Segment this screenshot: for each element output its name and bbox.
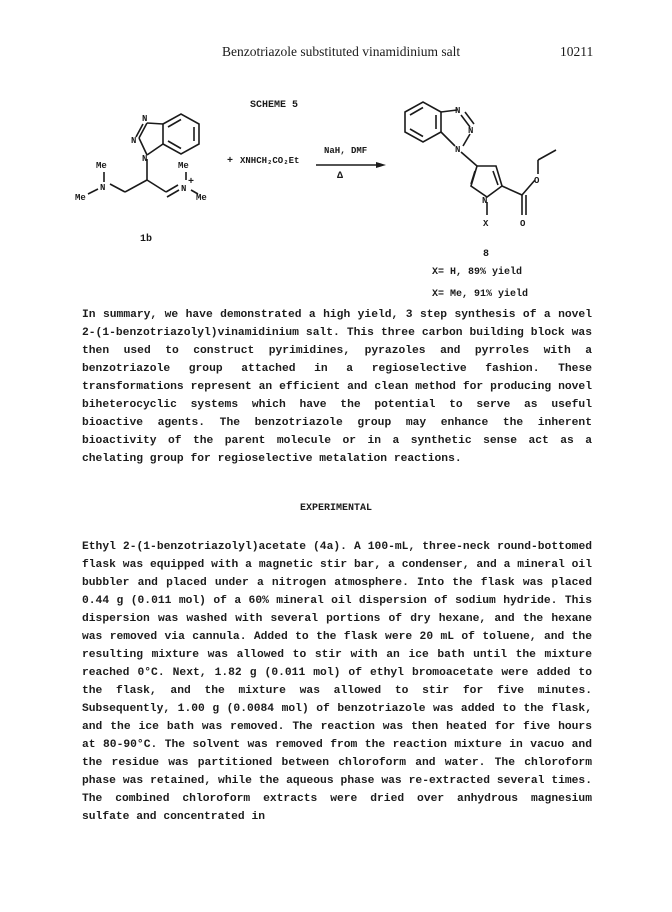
running-title: Benzotriazole substituted vinamidinium salt <box>222 44 461 59</box>
atom-me-right-bottom: Me <box>196 193 207 203</box>
atom-n-right-top: N <box>455 106 461 116</box>
experimental-text: A 100-mL, three-neck round-bottomed flask was equipped with a magnetic stir bar, a condenser, and a mineral oil bubbler and placed under a nitrogen atmosphere. Into the flask was placed 0.44 g (0.011 mol) of a 60% mineral oil dispersion of sodium hydride. This dispersion was washed with several portions of dry hexane, and the hexane was removed via cannula. Added to the flask were 20 mL of toluene, and the resulting mixture was allowed to stir with an ice bath until the mixture reached 0°C. Next, 1.82 g (0.011 mol) of ethyl bromoacetate were added to the flask, and the mixture was allowed to stir for five minutes. Subsequently, 1.00 g (0.0084 mol) of benzotriazole was added to the flask, and the ice bath was removed. The reaction was then heated for five hours at 80-90°C. The solvent was removed from the reaction mixture in vacuo and the residue was partitioned between chloroform and water. The chloroform phase was retained, while the aqueous phase was re-extracted several times. The combined chloroform extracts were dried over anhydrous magnesium sulfate and concentrated in <box>82 541 592 823</box>
compound-title: Ethyl 2-(1-benzotriazolyl)acetate (4a). <box>82 541 347 553</box>
compound-8-structure <box>405 102 556 215</box>
compound-label-1b: 1b <box>140 234 153 245</box>
reagent-plus: + <box>227 156 234 167</box>
conditions-bottom: Δ <box>337 171 344 182</box>
atom-me-left-top: Me <box>96 161 107 171</box>
scheme-label: SCHEME 5 <box>250 100 299 111</box>
atom-n-right-n1: N <box>455 145 461 155</box>
summary-text: In summary, we have demonstrated a high yield, 3 step synthesis of a novel 2-(1-benzotriazolyl)vinamidinium salt. This three carbon building block was then used to construct pyrimidines, pyrazoles and pyrroles with a benzotriazole group attached in a regioselective fashion. These transformations represent an efficient and clean method for producing novel biheterocyclic systems which have the potential to serve as useful bioactive agents. The benzotriazole group may enhance the inherent bioactivity of the parent molecule or in a synthetic sense act as a chelating group for regioselective metalation reactions. <box>82 309 592 465</box>
atom-n-triazole-n1: N <box>142 154 148 164</box>
atom-me-right-top: Me <box>178 161 189 171</box>
atom-n-triazole-top: N <box>142 114 148 124</box>
reagent-formula: XNHCH₂CO₂Et <box>240 156 300 166</box>
atom-n-right: N <box>181 184 187 194</box>
atom-o-ether: O <box>534 176 540 186</box>
summary-paragraph <box>82 306 592 468</box>
yield-line-2: X= Me, 91% yield <box>432 289 529 300</box>
compound-label-8: 8 <box>483 249 490 260</box>
atom-me-left-bottom: Me <box>75 193 86 203</box>
atom-n-left: N <box>100 183 106 193</box>
atom-o-carbonyl: O <box>520 219 526 229</box>
atom-n-pyrrole: N <box>482 196 488 206</box>
atom-plus-charge: + <box>188 177 195 188</box>
reaction-scheme <box>0 0 672 300</box>
experimental-paragraph <box>82 538 592 826</box>
conditions-top: NaH, DMF <box>324 146 368 156</box>
atom-n-right-mid: N <box>468 126 474 136</box>
atom-n-triazole-mid: N <box>131 136 137 146</box>
yield-line-1: X= H, 89% yield <box>432 267 523 278</box>
section-heading-experimental: EXPERIMENTAL <box>299 503 372 514</box>
atom-x-substituent: X <box>483 219 489 229</box>
page-number: 10211 <box>560 44 594 59</box>
reaction-arrow <box>316 162 386 168</box>
